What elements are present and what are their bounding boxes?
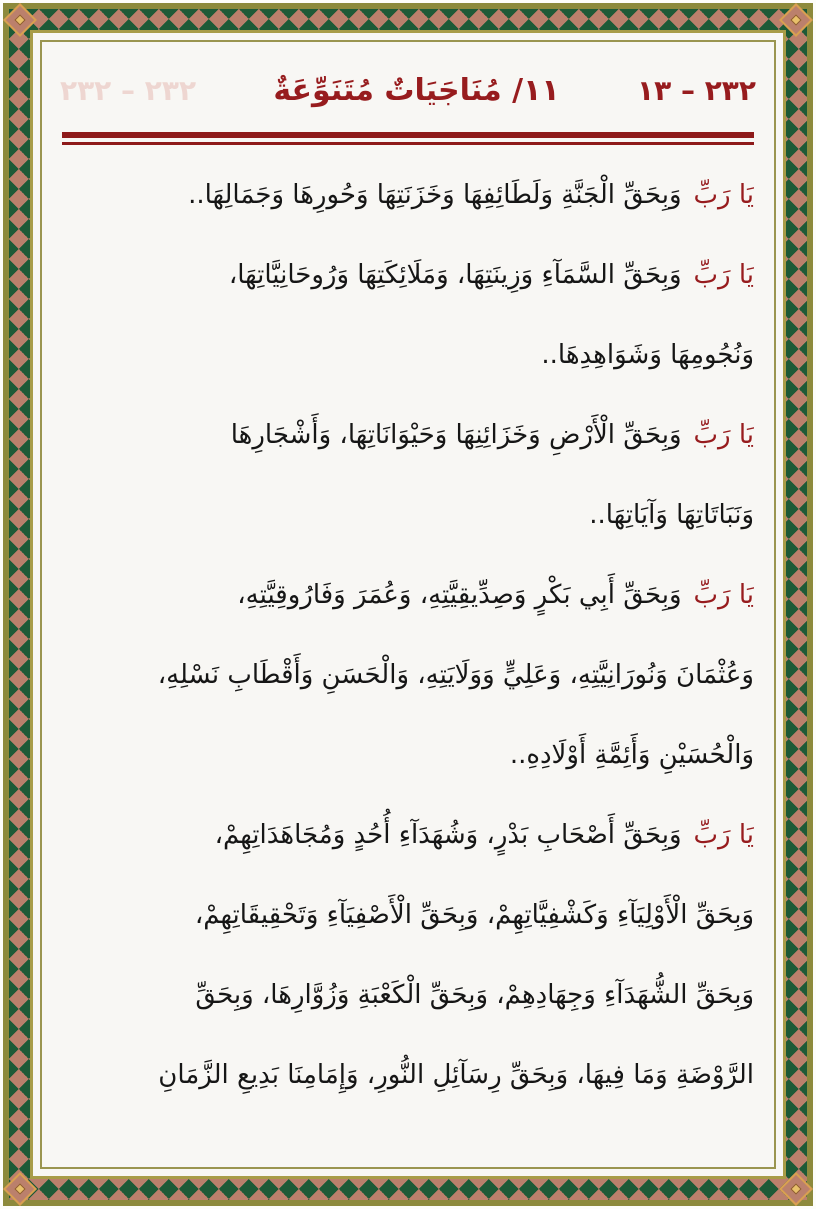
prayer-line (62, 1035, 754, 1115)
prayer-line-text: وَبِحَقِّ الشُّهَدَآءِ وَجِهَادِهِمْ، وَبِحَقِّ الْكَعْبَةِ وَزُوَّارِهَا، وَبِحَقِّ (195, 979, 754, 1010)
prayer-line (62, 155, 754, 235)
header-divider (62, 132, 754, 145)
page-header (56, 52, 760, 122)
prayer-line-text: وَبِحَقِّ الْأَوْلِيَآءِ وَكَشْفِيَّاتِهِمْ، وَبِحَقِّ الْأَصْفِيَآءِ وَتَحْقِيقَاتِهِمْ، (194, 899, 754, 930)
frame-olive-band (3, 3, 813, 1206)
prayer-line-text: وَبِحَقِّ أَبِي بَكْرٍ وَصِدِّيقِيَّتِهِ، وَعُمَرَ وَفَارُوقِيَّتِهِ، (237, 579, 682, 610)
prayer-line (62, 475, 754, 555)
prayer-line (62, 395, 754, 475)
prayer-line (62, 315, 754, 395)
bleedthrough-page-numbers: ٢٣٢ – ٢٣٢ (60, 73, 197, 107)
ya-rabb-invocation: يَا رَبِّ (693, 179, 754, 210)
frame-margin (33, 33, 783, 1176)
frame-inner-line (40, 40, 776, 1169)
prayer-line (62, 715, 754, 795)
prayer-line (62, 235, 754, 315)
prayer-line-text: وَنُجُومِهَا وَشَوَاهِدِهَا.. (541, 339, 754, 370)
frame-gold-line (30, 30, 786, 1179)
prayer-line-text: وَبِحَقِّ أَصْحَابِ بَدْرٍ، وَشُهَدَآءِ أُحُدٍ وَمُجَاهَدَاتِهِمْ، (214, 819, 682, 850)
prayer-line (62, 955, 754, 1035)
page-title: ١١/ مُنَاجَيَاتٌ مُتَنَوِّعَةٌ (273, 72, 560, 108)
page-numbers: ٢٣٢ – ١٣ (637, 73, 756, 107)
prayer-text (56, 145, 760, 1115)
prayer-line-text: وَنَبَاتَاتِهَا وَآيَاتِهَا.. (589, 499, 754, 530)
prayer-line (62, 555, 754, 635)
ya-rabb-invocation: يَا رَبِّ (693, 419, 754, 450)
prayer-line (62, 875, 754, 955)
prayer-line (62, 635, 754, 715)
page-content (42, 42, 774, 1167)
ya-rabb-invocation: يَا رَبِّ (693, 819, 754, 850)
prayer-line-text: وَبِحَقِّ السَّمَآءِ وَزِينَتِهَا، وَمَلَائِكَتِهَا وَرُوحَانِيَّاتِهَا، (228, 259, 682, 290)
prayer-line-text: وَالْحُسَيْنِ وَأَئِمَّةِ أَوْلَادِهِ.. (509, 739, 754, 770)
ya-rabb-invocation: يَا رَبِّ (693, 579, 754, 610)
ya-rabb-invocation: يَا رَبِّ (693, 259, 754, 290)
frame-ornament-band (9, 9, 807, 1200)
prayer-line-text: وَعُثْمَانَ وَنُورَانِيَّتِهِ، وَعَلِيٍّ وَوَلَايَتِهِ، وَالْحَسَنِ وَأَقْطَابِ نَسْلِهِ، (157, 659, 754, 690)
prayer-line-text: وَبِحَقِّ الْجَنَّةِ وَلَطَائِفِهَا وَخَزَنَتِهَا وَحُورِهَا وَجَمَالِهَا.. (188, 179, 682, 210)
prayer-line-text: وَبِحَقِّ الْأَرْضِ وَخَزَائِنِهَا وَحَيْوَانَاتِهَا، وَأَشْجَارِهَا (230, 419, 682, 450)
prayer-line (62, 795, 754, 875)
prayer-line-text: الرَّوْضَةِ وَمَا فِيهَا، وَبِحَقِّ رِسَآئِلِ النُّورِ، وَإِمَامِنَا بَدِيعِ الزَّمَانِ (158, 1059, 754, 1090)
